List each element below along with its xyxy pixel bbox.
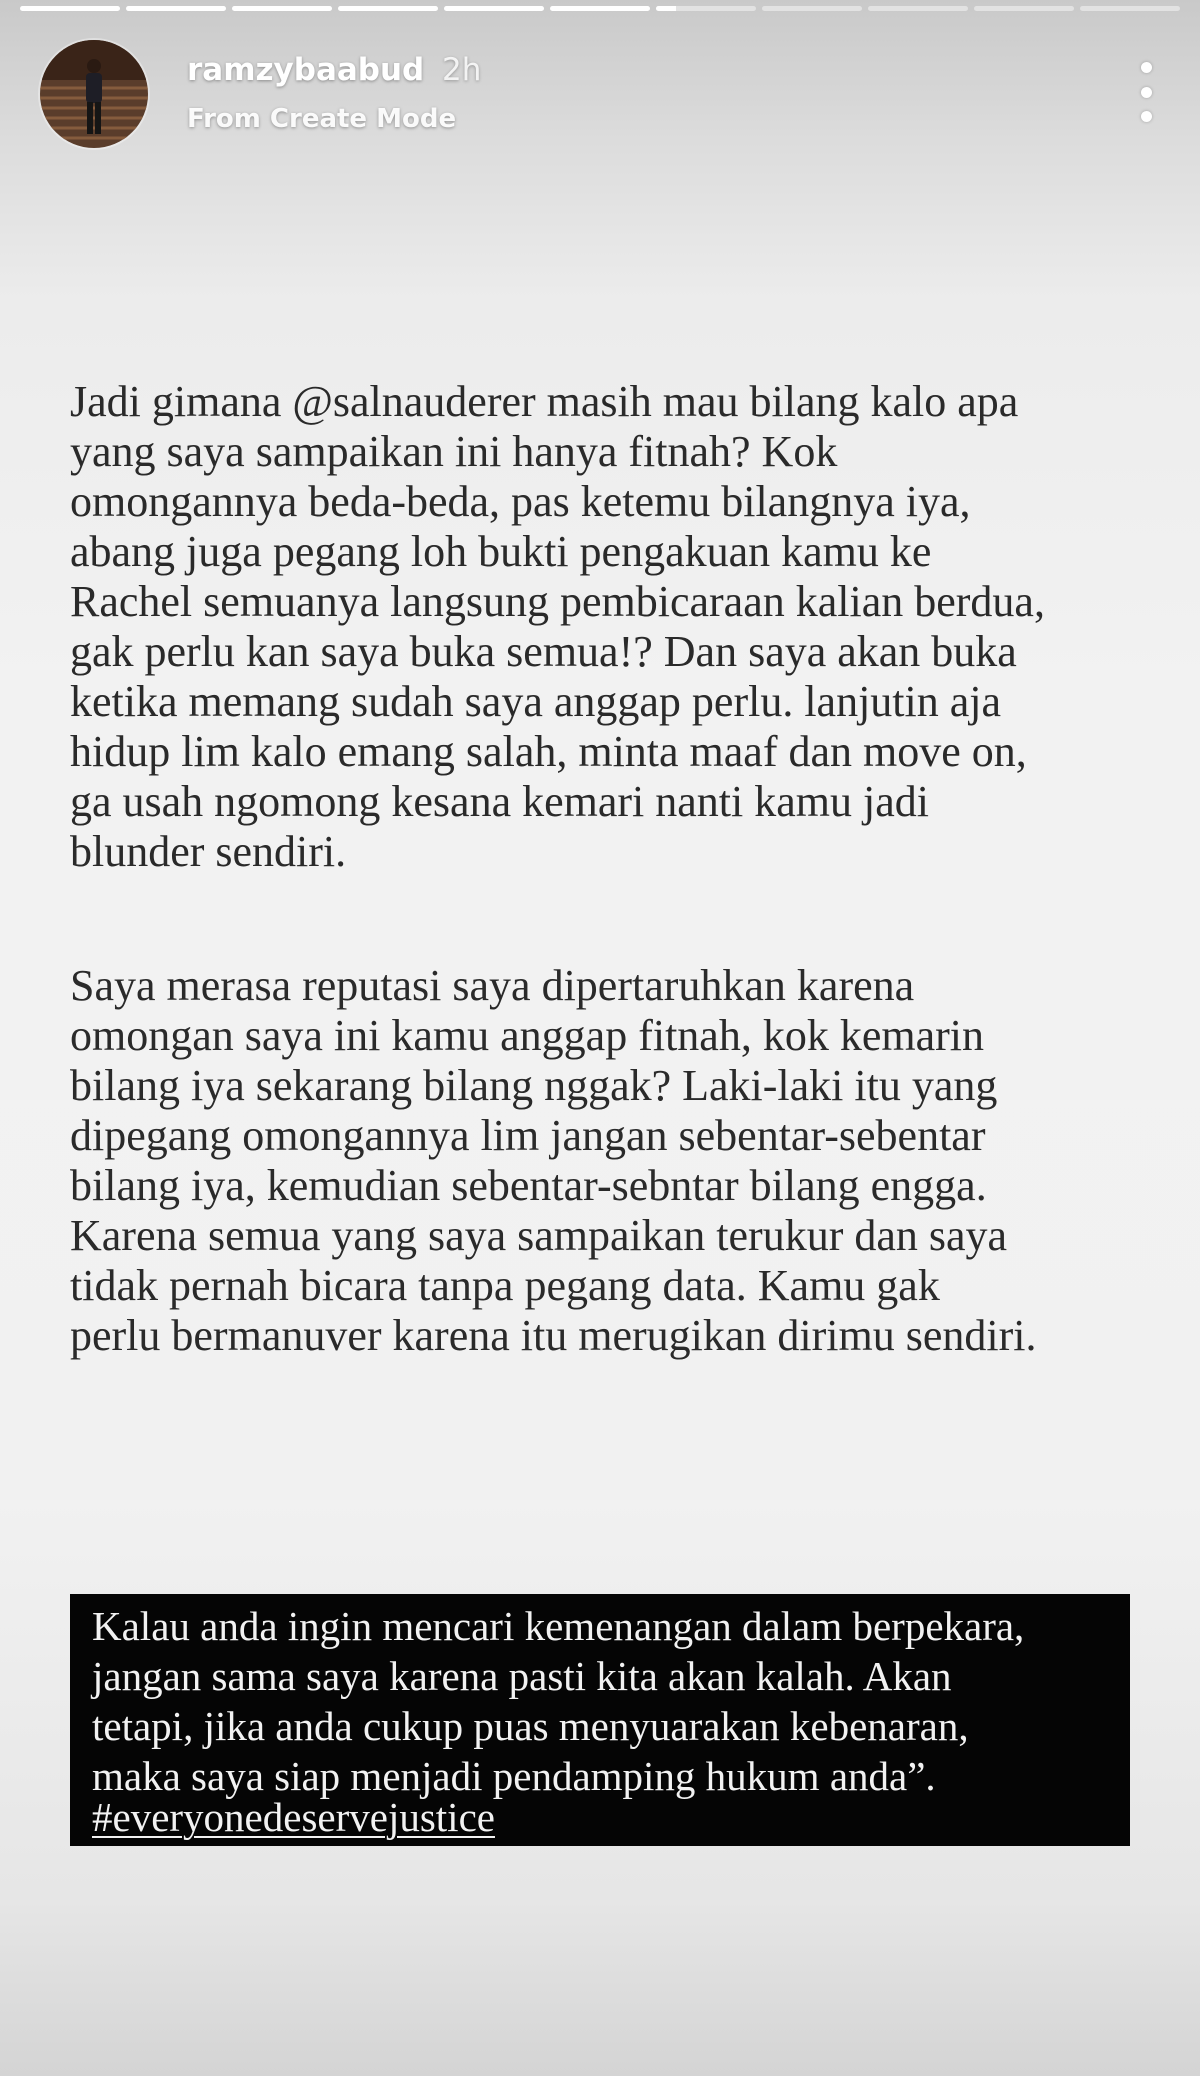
text-line: ga usah ngomong kesana kemari nanti kamu jadi: [70, 777, 929, 826]
story-progress-bar: [20, 6, 1180, 11]
timestamp: 2h: [442, 52, 482, 88]
text-line: dipegang omongannya lim jangan sebentar-sebentar: [70, 1111, 986, 1160]
quote-text: [92, 1601, 1024, 1801]
hashtag-link[interactable]: #everyonedeservejustice: [92, 1794, 495, 1840]
story-header: [40, 40, 1160, 150]
text-line: gak perlu kan saya buka semua!? Dan saya akan buka: [70, 627, 1017, 676]
quote-line: maka saya siap menjadi pendamping hukum anda”.: [92, 1753, 936, 1799]
progress-segment: [974, 6, 1074, 11]
progress-segment: [656, 6, 756, 11]
username[interactable]: ramzybaabud: [187, 52, 425, 88]
more-options-button[interactable]: [1134, 62, 1158, 122]
story-paragraph-1: [70, 377, 1150, 877]
text-line: omongannya beda-beda, pas ketemu bilangnya iya,: [70, 477, 971, 526]
progress-segment: [444, 6, 544, 11]
quote-line: jangan sama saya karena pasti kita akan kalah. Akan: [92, 1653, 952, 1699]
progress-segment: [232, 6, 332, 11]
text-line: omongan saya ini kamu anggap fitnah, kok kemarin: [70, 1011, 984, 1060]
progress-segment: [20, 6, 120, 11]
progress-segment: [762, 6, 862, 11]
quote-line: Kalau anda ingin mencari kemenangan dalam berpekara,: [92, 1603, 1025, 1649]
text-line: bilang iya, kemudian sebentar-sebntar bilang engga.: [70, 1161, 987, 1210]
progress-segment: [338, 6, 438, 11]
text-line: Saya merasa reputasi saya dipertaruhkan karena: [70, 961, 915, 1010]
text-line: tidak pernah bicara tanpa pegang data. Kamu gak: [70, 1261, 940, 1310]
text-line: Karena semua yang saya sampaikan terukur dan saya: [70, 1211, 1008, 1260]
text-line: bilang iya sekarang bilang nggak? Laki-laki itu yang: [70, 1061, 998, 1110]
text-line: perlu bermanuver karena itu merugikan dirimu sendiri.: [70, 1311, 1037, 1360]
avatar-photo: [40, 40, 148, 148]
text-line: yang saya sampaikan ini hanya fitnah? Kok: [70, 427, 838, 476]
progress-segment: [550, 6, 650, 11]
text-line: Jadi gimana @salnauderer masih mau bilang kalo apa: [70, 377, 1019, 426]
avatar[interactable]: [40, 40, 148, 148]
story-paragraph-2: [70, 961, 1150, 1361]
quote-box: [70, 1594, 1130, 1846]
text-line: blunder sendiri.: [70, 827, 347, 876]
progress-segment: [868, 6, 968, 11]
quote-line: tetapi, jika anda cukup puas menyuarakan kebenaran,: [92, 1703, 969, 1749]
text-line: abang juga pegang loh bukti pengakuan kamu ke: [70, 527, 932, 576]
text-line: Rachel semuanya langsung pembicaraan kalian berdua,: [70, 577, 1045, 626]
story-subtitle[interactable]: From Create Mode: [187, 104, 457, 134]
text-line: hidup lim kalo emang salah, minta maaf dan move on,: [70, 727, 1027, 776]
progress-segment: [1080, 6, 1180, 11]
text-line: ketika memang sudah saya anggap perlu. lanjutin aja: [70, 677, 1002, 726]
progress-segment: [126, 6, 226, 11]
